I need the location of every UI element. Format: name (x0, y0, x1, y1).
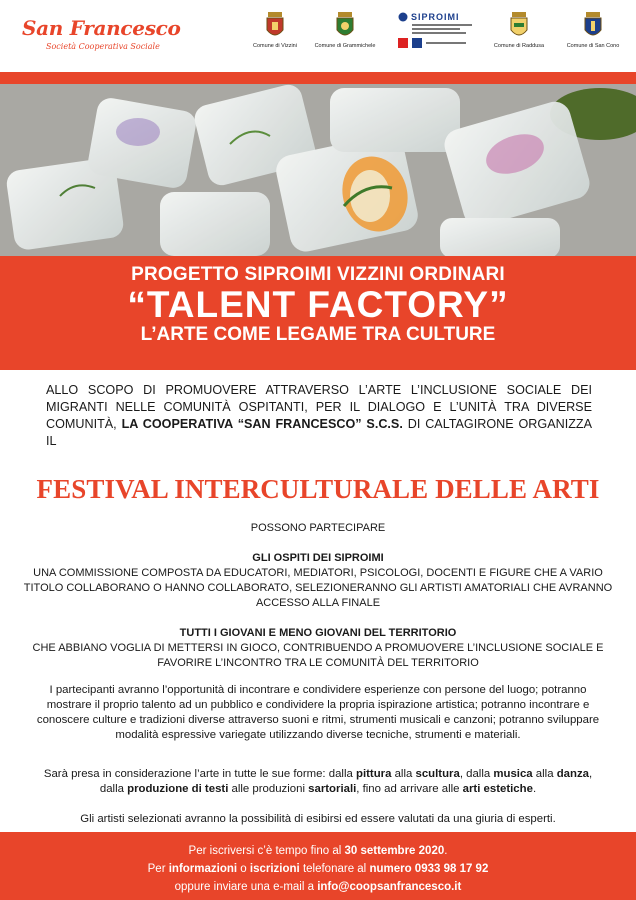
flag-icon (412, 38, 422, 48)
subtitle: L’ARTE COME LEGAME TRA CULTURE (140, 324, 496, 345)
flag-icon (398, 38, 408, 48)
group-title: GLI OSPITI DEI SIPROIMI (252, 552, 384, 564)
participants-heading: POSSONO PARTECIPARE (250, 522, 386, 534)
main-title: “TALENT FACTORY” (127, 284, 509, 325)
siproimi-label: SIPROIMI (411, 12, 460, 22)
phone-number[interactable]: numero 0933 98 17 92 (369, 863, 489, 875)
logo-label: Comune di San Cono (566, 43, 620, 49)
paragraph-art-forms: Sarà presa in considerazione l’arte in tutte le sue forme: dalla pittura alla scultura, dalla musica alla danza, dalla produzione di testi alle produzioni sartoriali, fino ad arrivare alle arti estetiche. (43, 768, 593, 795)
title-band (0, 256, 636, 370)
paragraph-jury: Gli artisti selezionati avranno la possibilità di esibirsi ed essere valutati da una giuria di esperti. (80, 813, 556, 825)
festival-title: FESTIVAL INTERCULTURALE DELLE ARTI (36, 474, 600, 504)
logo-comune-vizzini (240, 12, 310, 49)
email-line: oppure inviare una e-mail a info@coopsanfrancesco.it (174, 881, 462, 893)
email-link[interactable]: info@coopsanfrancesco.it (317, 881, 462, 893)
brand-name: San Francesco (22, 16, 181, 40)
accent-bar (0, 72, 636, 84)
group-title: TUTTI I GIOVANI E MENO GIOVANI DEL TERRITORIO (179, 627, 457, 639)
logo-label: Comune di Vizzini (253, 43, 297, 49)
deadline-line: Per iscriversi c’è tempo fino al 30 settembre 2020. (188, 845, 448, 857)
logo-comune-san-cono (558, 12, 628, 49)
crest-icon (265, 12, 285, 40)
siproimi-mark-icon (398, 12, 408, 22)
hero-photo (0, 84, 636, 256)
project-title: PROGETTO SIPROIMI VIZZINI ORDINARI (131, 264, 505, 285)
crest-icon (509, 12, 529, 40)
brand-logo (22, 16, 181, 51)
logo-comune-raddusa (484, 12, 554, 49)
brand-subtitle: Società Cooperativa Sociale (46, 42, 160, 51)
crest-icon (583, 12, 603, 40)
group-siproimi (18, 551, 618, 611)
group-territorio (18, 626, 618, 671)
intro-text: ALLO SCOPO DI PROMUOVERE ATTRAVERSO L’ARTE L’INCLUSIONE SOCIALE DEI MIGRANTI NELLE COMUNITÀ OSPITANTI, PER IL DIALOGO E L’UNITÀ TRA DIVERSE COMUNITÀ, LA COOPERATIVA “SAN FRANCESCO” S.C.S. DI CALTAGIRONE ORGANIZZA IL (46, 383, 592, 448)
footer (0, 832, 636, 900)
logo-label: Comune di Grammichele (314, 43, 376, 49)
crest-icon (335, 12, 355, 40)
group-text: CHE ABBIANO VOGLIA DI METTERSI IN GIOCO, CONTRIBUENDO A PROMUOVERE L’INCLUSIONE SOCIALE E FAVORIRE L’INCONTRO TRA LE COMUNITÀ DEL TERRITORIO (32, 642, 604, 669)
deadline-date: 30 settembre 2020 (344, 845, 445, 857)
logo-label: Comune di Raddusa (493, 43, 545, 49)
phone-line: Per informazioni o iscrizioni telefonare al numero 0933 98 17 92 (147, 863, 489, 875)
hero-image (0, 84, 636, 256)
logo-siproimi (398, 12, 488, 48)
paragraph-opportunities: I partecipanti avranno l’opportunità di incontrare e condividere esperienze con persone del luogo; potranno mostrare il proprio talento ad un pubblico e condividere la propria ispirazione artistica; potranno incontrare e conoscere culture e tradizioni diverse attraverso suoni e ritmi, strumenti musicali e canzoni; potranno sviluppare modalità espressive variegate utilizzando diverse tecniche, strumenti e materiali. (36, 684, 600, 741)
header (0, 0, 636, 72)
cooperative-name: LA COOPERATIVA “SAN FRANCESCO” S.C.S. (121, 417, 403, 431)
group-text: UNA COMMISSIONE COMPOSTA DA EDUCATORI, MEDIATORI, PSICOLOGI, DOCENTI E FIGURE CHE A VARIO TITOLO COLLABORANO O HANNO COLLABORATO, SELEZIONERANNO GLI ARTISTI AMATORIALI CHE AVRANNO ACCESSO ALLA FINALE (23, 567, 613, 609)
logo-comune-grammichele (310, 12, 380, 49)
